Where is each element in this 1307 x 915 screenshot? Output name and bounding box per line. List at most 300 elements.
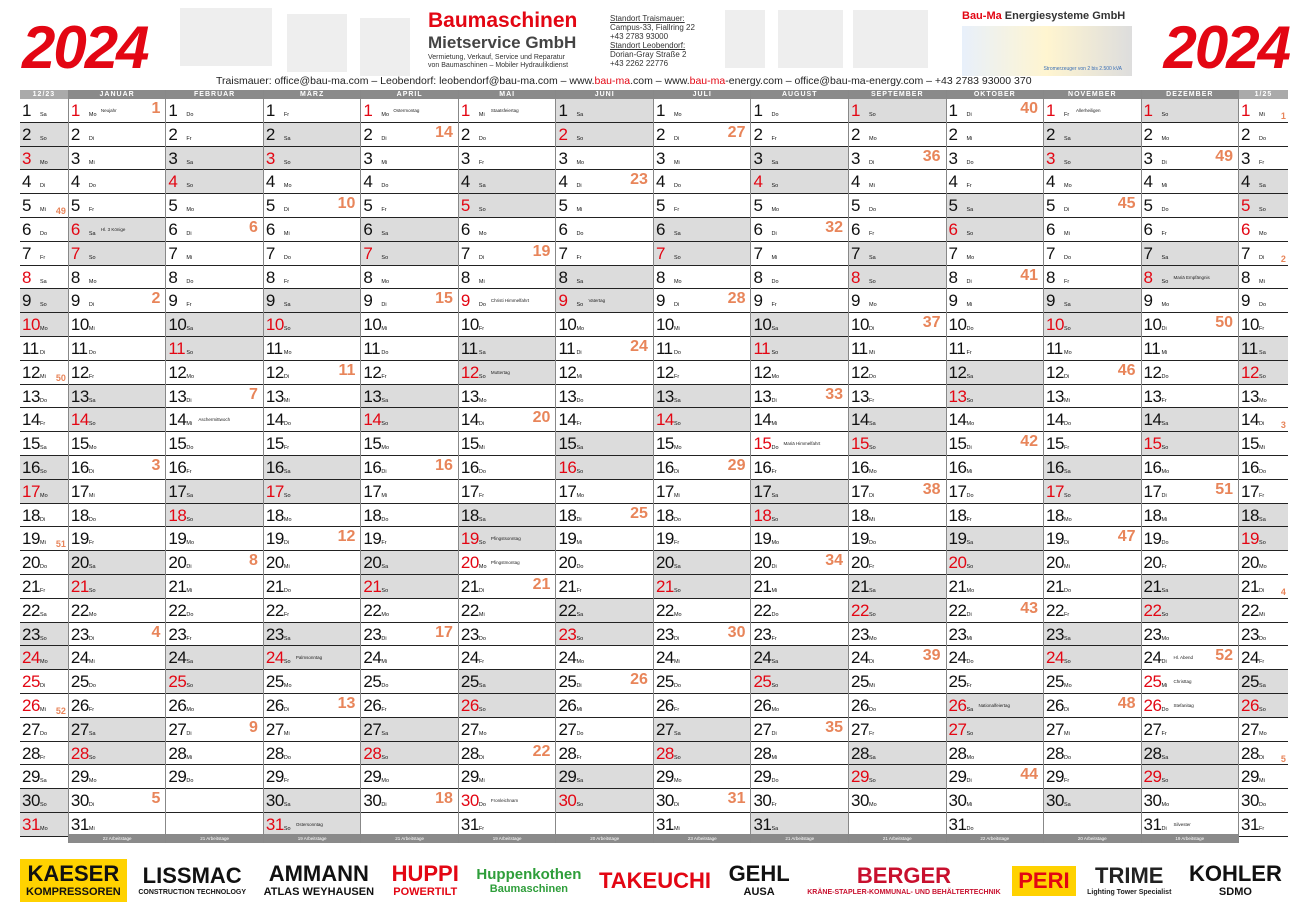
day-cell[interactable]	[166, 432, 263, 456]
day-cell[interactable]	[20, 361, 68, 385]
day-cell[interactable]	[751, 765, 848, 789]
day-cell[interactable]	[1142, 646, 1239, 670]
day-cell[interactable]	[1142, 718, 1239, 742]
day-cell[interactable]	[556, 789, 653, 813]
day-cell[interactable]	[69, 575, 166, 599]
day-cell[interactable]	[1239, 313, 1288, 337]
day-cell[interactable]	[1044, 432, 1141, 456]
day-cell[interactable]	[459, 289, 556, 313]
day-cell[interactable]	[361, 623, 458, 647]
day-cell[interactable]	[1044, 289, 1141, 313]
day-cell[interactable]	[69, 289, 166, 313]
day-cell[interactable]	[1239, 456, 1288, 480]
day-cell[interactable]	[459, 718, 556, 742]
day-cell[interactable]	[264, 123, 361, 147]
day-cell[interactable]	[1239, 599, 1288, 623]
day-cell[interactable]	[459, 670, 556, 694]
day-cell[interactable]	[849, 694, 946, 718]
day-cell[interactable]	[654, 289, 751, 313]
day-cell[interactable]	[69, 194, 166, 218]
day-cell[interactable]	[166, 694, 263, 718]
day-cell[interactable]	[947, 765, 1044, 789]
day-cell[interactable]	[264, 408, 361, 432]
day-cell[interactable]	[459, 337, 556, 361]
day-cell[interactable]	[264, 218, 361, 242]
day-cell[interactable]	[166, 266, 263, 290]
day-cell[interactable]	[69, 218, 166, 242]
day-cell[interactable]	[166, 123, 263, 147]
day-cell[interactable]	[1044, 527, 1141, 551]
day-cell[interactable]	[1142, 242, 1239, 266]
day-cell[interactable]	[556, 289, 653, 313]
day-cell[interactable]	[69, 646, 166, 670]
day-cell[interactable]	[849, 504, 946, 528]
day-cell[interactable]	[556, 218, 653, 242]
day-cell[interactable]	[947, 599, 1044, 623]
day-cell[interactable]	[1142, 313, 1239, 337]
day-cell[interactable]	[361, 551, 458, 575]
day-cell[interactable]	[947, 289, 1044, 313]
day-cell[interactable]	[361, 385, 458, 409]
day-cell[interactable]	[1239, 218, 1288, 242]
day-cell[interactable]	[751, 218, 848, 242]
day-cell[interactable]	[459, 266, 556, 290]
day-cell[interactable]	[849, 718, 946, 742]
day-cell[interactable]	[947, 456, 1044, 480]
day-cell[interactable]	[751, 432, 848, 456]
day-cell[interactable]	[264, 266, 361, 290]
day-cell[interactable]	[1044, 147, 1141, 171]
day-cell[interactable]	[69, 694, 166, 718]
day-cell[interactable]	[849, 289, 946, 313]
day-cell[interactable]	[947, 527, 1044, 551]
day-cell[interactable]	[1142, 218, 1239, 242]
day-cell[interactable]	[1142, 123, 1239, 147]
day-cell[interactable]	[654, 123, 751, 147]
day-cell[interactable]	[556, 313, 653, 337]
day-cell[interactable]	[20, 575, 68, 599]
day-cell[interactable]	[751, 789, 848, 813]
day-cell[interactable]	[1239, 623, 1288, 647]
day-cell[interactable]	[459, 147, 556, 171]
day-cell[interactable]	[166, 289, 263, 313]
day-cell[interactable]	[1044, 313, 1141, 337]
day-cell[interactable]	[556, 456, 653, 480]
day-cell[interactable]	[1142, 575, 1239, 599]
day-cell[interactable]	[1239, 813, 1288, 837]
day-cell[interactable]	[556, 527, 653, 551]
day-cell[interactable]	[849, 575, 946, 599]
day-cell[interactable]	[556, 480, 653, 504]
day-cell[interactable]	[361, 480, 458, 504]
day-cell[interactable]	[361, 99, 458, 123]
day-cell[interactable]	[1142, 266, 1239, 290]
day-cell[interactable]	[361, 646, 458, 670]
day-cell[interactable]	[361, 218, 458, 242]
day-cell[interactable]	[556, 361, 653, 385]
day-cell[interactable]	[459, 313, 556, 337]
day-cell[interactable]	[20, 170, 68, 194]
day-cell[interactable]	[361, 694, 458, 718]
day-cell[interactable]	[849, 123, 946, 147]
day-cell[interactable]	[1044, 337, 1141, 361]
day-cell[interactable]	[1239, 408, 1288, 432]
day-cell[interactable]	[264, 670, 361, 694]
day-cell[interactable]	[264, 456, 361, 480]
day-cell[interactable]	[69, 551, 166, 575]
day-cell[interactable]	[947, 480, 1044, 504]
day-cell[interactable]	[459, 361, 556, 385]
day-cell[interactable]	[69, 718, 166, 742]
day-cell[interactable]	[751, 123, 848, 147]
day-cell[interactable]	[1239, 99, 1288, 123]
day-cell[interactable]	[849, 242, 946, 266]
day-cell[interactable]	[264, 765, 361, 789]
day-cell[interactable]	[20, 123, 68, 147]
day-cell[interactable]	[20, 765, 68, 789]
day-cell[interactable]	[947, 99, 1044, 123]
day-cell[interactable]	[654, 742, 751, 766]
day-cell[interactable]	[751, 408, 848, 432]
day-cell[interactable]	[654, 147, 751, 171]
day-cell[interactable]	[20, 337, 68, 361]
day-cell[interactable]	[20, 813, 68, 837]
day-cell[interactable]	[1142, 337, 1239, 361]
day-cell[interactable]	[69, 527, 166, 551]
day-cell[interactable]	[264, 694, 361, 718]
day-cell[interactable]	[1044, 480, 1141, 504]
day-cell[interactable]	[849, 313, 946, 337]
day-cell[interactable]	[20, 718, 68, 742]
day-cell[interactable]	[947, 789, 1044, 813]
day-cell[interactable]	[556, 718, 653, 742]
day-cell[interactable]	[264, 99, 361, 123]
day-cell[interactable]	[751, 646, 848, 670]
day-cell[interactable]	[20, 551, 68, 575]
day-cell[interactable]	[459, 765, 556, 789]
day-cell[interactable]	[654, 623, 751, 647]
day-cell[interactable]	[264, 599, 361, 623]
day-cell[interactable]	[20, 313, 68, 337]
day-cell[interactable]	[751, 504, 848, 528]
day-cell[interactable]	[556, 337, 653, 361]
day-cell[interactable]	[654, 718, 751, 742]
day-cell[interactable]	[751, 718, 848, 742]
day-cell[interactable]	[751, 551, 848, 575]
day-cell[interactable]	[1044, 694, 1141, 718]
day-cell[interactable]	[1142, 289, 1239, 313]
day-cell[interactable]	[264, 551, 361, 575]
day-cell[interactable]	[849, 646, 946, 670]
day-cell[interactable]	[947, 313, 1044, 337]
day-cell[interactable]	[1239, 147, 1288, 171]
day-cell[interactable]	[751, 361, 848, 385]
day-cell[interactable]	[20, 242, 68, 266]
day-cell[interactable]	[751, 623, 848, 647]
day-cell[interactable]	[361, 599, 458, 623]
day-cell[interactable]	[459, 599, 556, 623]
day-cell[interactable]	[1239, 170, 1288, 194]
day-cell[interactable]	[751, 599, 848, 623]
day-cell[interactable]	[459, 408, 556, 432]
day-cell[interactable]	[947, 551, 1044, 575]
day-cell[interactable]	[1044, 123, 1141, 147]
day-cell[interactable]	[1239, 337, 1288, 361]
day-cell[interactable]	[654, 456, 751, 480]
day-cell[interactable]	[69, 337, 166, 361]
day-cell[interactable]	[166, 337, 263, 361]
day-cell[interactable]	[947, 123, 1044, 147]
day-cell[interactable]	[849, 432, 946, 456]
day-cell[interactable]	[20, 480, 68, 504]
day-cell[interactable]	[361, 313, 458, 337]
day-cell[interactable]	[459, 551, 556, 575]
day-cell[interactable]	[361, 765, 458, 789]
day-cell[interactable]	[849, 623, 946, 647]
day-cell[interactable]	[264, 242, 361, 266]
day-cell[interactable]	[20, 789, 68, 813]
day-cell[interactable]	[947, 646, 1044, 670]
day-cell[interactable]	[751, 694, 848, 718]
day-cell[interactable]	[69, 765, 166, 789]
day-cell[interactable]	[751, 194, 848, 218]
day-cell[interactable]	[1142, 408, 1239, 432]
day-cell[interactable]	[459, 623, 556, 647]
day-cell[interactable]	[654, 765, 751, 789]
day-cell[interactable]	[1142, 99, 1239, 123]
day-cell[interactable]	[1142, 432, 1239, 456]
day-cell[interactable]	[751, 527, 848, 551]
day-cell[interactable]	[20, 408, 68, 432]
day-cell[interactable]	[166, 670, 263, 694]
day-cell[interactable]	[849, 170, 946, 194]
day-cell[interactable]	[751, 385, 848, 409]
day-cell[interactable]	[166, 599, 263, 623]
day-cell[interactable]	[361, 789, 458, 813]
day-cell[interactable]	[556, 575, 653, 599]
day-cell[interactable]	[20, 742, 68, 766]
day-cell[interactable]	[1142, 694, 1239, 718]
day-cell[interactable]	[264, 480, 361, 504]
day-cell[interactable]	[361, 361, 458, 385]
day-cell[interactable]	[751, 289, 848, 313]
day-cell[interactable]	[69, 361, 166, 385]
day-cell[interactable]	[556, 551, 653, 575]
day-cell[interactable]	[69, 789, 166, 813]
day-cell[interactable]	[556, 670, 653, 694]
day-cell[interactable]	[1239, 194, 1288, 218]
day-cell[interactable]	[1044, 385, 1141, 409]
day-cell[interactable]	[20, 504, 68, 528]
day-cell[interactable]	[751, 456, 848, 480]
day-cell[interactable]	[1142, 170, 1239, 194]
day-cell[interactable]	[1239, 385, 1288, 409]
day-cell[interactable]	[654, 337, 751, 361]
day-cell[interactable]	[459, 242, 556, 266]
day-cell[interactable]	[849, 361, 946, 385]
day-cell[interactable]	[459, 99, 556, 123]
day-cell[interactable]	[166, 147, 263, 171]
day-cell[interactable]	[361, 742, 458, 766]
day-cell[interactable]	[556, 170, 653, 194]
day-cell[interactable]	[459, 742, 556, 766]
day-cell[interactable]	[654, 218, 751, 242]
day-cell[interactable]	[1239, 670, 1288, 694]
day-cell[interactable]	[654, 432, 751, 456]
day-cell[interactable]	[361, 718, 458, 742]
day-cell[interactable]	[166, 789, 263, 813]
day-cell[interactable]	[654, 361, 751, 385]
day-cell[interactable]	[166, 575, 263, 599]
day-cell[interactable]	[654, 480, 751, 504]
day-cell[interactable]	[654, 527, 751, 551]
day-cell[interactable]	[1142, 599, 1239, 623]
day-cell[interactable]	[459, 218, 556, 242]
day-cell[interactable]	[751, 242, 848, 266]
day-cell[interactable]	[1239, 361, 1288, 385]
day-cell[interactable]	[69, 170, 166, 194]
day-cell[interactable]	[459, 646, 556, 670]
day-cell[interactable]	[361, 194, 458, 218]
day-cell[interactable]	[20, 99, 68, 123]
day-cell[interactable]	[166, 480, 263, 504]
day-cell[interactable]	[556, 242, 653, 266]
day-cell[interactable]	[69, 408, 166, 432]
day-cell[interactable]	[556, 646, 653, 670]
day-cell[interactable]	[1239, 575, 1288, 599]
day-cell[interactable]	[69, 242, 166, 266]
day-cell[interactable]	[1044, 456, 1141, 480]
day-cell[interactable]	[166, 504, 263, 528]
day-cell[interactable]	[654, 313, 751, 337]
day-cell[interactable]	[947, 694, 1044, 718]
day-cell[interactable]	[1044, 670, 1141, 694]
day-cell[interactable]	[556, 147, 653, 171]
day-cell[interactable]	[849, 266, 946, 290]
day-cell[interactable]	[1142, 789, 1239, 813]
day-cell[interactable]	[166, 646, 263, 670]
day-cell[interactable]	[69, 623, 166, 647]
day-cell[interactable]	[69, 123, 166, 147]
day-cell[interactable]	[654, 504, 751, 528]
day-cell[interactable]	[1239, 765, 1288, 789]
day-cell[interactable]	[654, 385, 751, 409]
day-cell[interactable]	[166, 385, 263, 409]
day-cell[interactable]	[751, 742, 848, 766]
day-cell[interactable]	[1142, 456, 1239, 480]
day-cell[interactable]	[849, 99, 946, 123]
day-cell[interactable]	[654, 266, 751, 290]
day-cell[interactable]	[264, 289, 361, 313]
day-cell[interactable]	[264, 147, 361, 171]
day-cell[interactable]	[166, 527, 263, 551]
day-cell[interactable]	[1044, 623, 1141, 647]
day-cell[interactable]	[654, 408, 751, 432]
day-cell[interactable]	[556, 99, 653, 123]
day-cell[interactable]	[1044, 742, 1141, 766]
day-cell[interactable]	[459, 504, 556, 528]
day-cell[interactable]	[20, 599, 68, 623]
day-cell[interactable]	[1044, 646, 1141, 670]
day-cell[interactable]	[459, 527, 556, 551]
day-cell[interactable]	[1044, 266, 1141, 290]
day-cell[interactable]	[1239, 432, 1288, 456]
day-cell[interactable]	[1239, 551, 1288, 575]
day-cell[interactable]	[849, 527, 946, 551]
day-cell[interactable]	[166, 742, 263, 766]
day-cell[interactable]	[751, 337, 848, 361]
day-cell[interactable]	[69, 742, 166, 766]
day-cell[interactable]	[947, 147, 1044, 171]
day-cell[interactable]	[69, 432, 166, 456]
day-cell[interactable]	[1044, 599, 1141, 623]
day-cell[interactable]	[1142, 670, 1239, 694]
day-cell[interactable]	[1044, 575, 1141, 599]
day-cell[interactable]	[849, 194, 946, 218]
day-cell[interactable]	[459, 123, 556, 147]
day-cell[interactable]	[556, 408, 653, 432]
day-cell[interactable]	[20, 385, 68, 409]
day-cell[interactable]	[20, 432, 68, 456]
day-cell[interactable]	[947, 432, 1044, 456]
day-cell[interactable]	[361, 504, 458, 528]
day-cell[interactable]	[1044, 551, 1141, 575]
day-cell[interactable]	[947, 194, 1044, 218]
day-cell[interactable]	[264, 170, 361, 194]
day-cell[interactable]	[751, 147, 848, 171]
day-cell[interactable]	[361, 670, 458, 694]
day-cell[interactable]	[20, 456, 68, 480]
day-cell[interactable]	[264, 623, 361, 647]
day-cell[interactable]	[166, 313, 263, 337]
day-cell[interactable]	[849, 670, 946, 694]
day-cell[interactable]	[654, 242, 751, 266]
day-cell[interactable]	[1142, 194, 1239, 218]
day-cell[interactable]	[751, 313, 848, 337]
day-cell[interactable]	[751, 266, 848, 290]
day-cell[interactable]	[361, 527, 458, 551]
day-cell[interactable]	[556, 504, 653, 528]
day-cell[interactable]	[20, 289, 68, 313]
day-cell[interactable]	[1239, 646, 1288, 670]
day-cell[interactable]	[1044, 242, 1141, 266]
day-cell[interactable]	[361, 408, 458, 432]
day-cell[interactable]	[1239, 123, 1288, 147]
day-cell[interactable]	[1044, 765, 1141, 789]
day-cell[interactable]	[1044, 194, 1141, 218]
day-cell[interactable]	[556, 623, 653, 647]
day-cell[interactable]	[69, 599, 166, 623]
day-cell[interactable]	[556, 432, 653, 456]
day-cell[interactable]	[1142, 480, 1239, 504]
day-cell[interactable]	[69, 504, 166, 528]
day-cell[interactable]	[361, 147, 458, 171]
day-cell[interactable]	[947, 218, 1044, 242]
day-cell[interactable]	[1044, 361, 1141, 385]
day-cell[interactable]	[751, 170, 848, 194]
day-cell[interactable]	[69, 480, 166, 504]
day-cell[interactable]	[1044, 718, 1141, 742]
day-cell[interactable]	[1239, 789, 1288, 813]
day-cell[interactable]	[1142, 551, 1239, 575]
day-cell[interactable]	[947, 504, 1044, 528]
day-cell[interactable]	[751, 575, 848, 599]
day-cell[interactable]	[654, 646, 751, 670]
day-cell[interactable]	[849, 599, 946, 623]
day-cell[interactable]	[166, 218, 263, 242]
day-cell[interactable]	[947, 742, 1044, 766]
day-cell[interactable]	[849, 337, 946, 361]
